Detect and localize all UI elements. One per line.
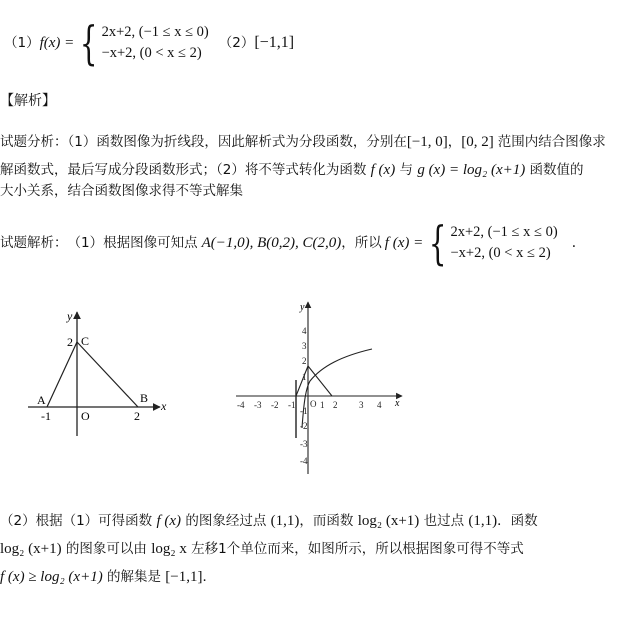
analysis-text5: 函数值的 — [529, 162, 584, 178]
y-tick-neg1: -1 — [300, 406, 308, 416]
graph-fx-vs-log — [232, 296, 412, 476]
part2-inequality: f (x) ≥ log₂ (x+1) — [0, 569, 103, 585]
analysis-gx: g (x) = log₂ (x+1) — [417, 162, 526, 178]
part2-logx: log₂ x — [151, 541, 187, 557]
label-o: O — [81, 409, 90, 423]
solution-fx: f (x) = — [384, 235, 424, 251]
answer-part2-label: （2） — [218, 35, 255, 51]
part2-text2: 的图象经过点 — [185, 513, 267, 529]
brace-icon: { — [80, 16, 98, 70]
label-c: C — [81, 334, 90, 348]
part2-line1 — [0, 512, 538, 530]
analysis-fx: f (x) — [370, 162, 396, 178]
part2-line2 — [0, 540, 524, 558]
part2-log1: log₂ (x+1) — [357, 513, 420, 529]
x-axis-label: x — [395, 398, 400, 409]
analysis-line1 — [0, 133, 606, 151]
x-tick-3: 3 — [359, 400, 364, 410]
x-tick-neg2: -2 — [271, 400, 279, 410]
x-tick-neg1: -1 — [288, 400, 296, 410]
x-tick-neg4: -4 — [237, 400, 245, 410]
label-a: A — [37, 393, 46, 407]
x-tick-4: 4 — [377, 400, 382, 410]
y-axis-label: y — [67, 309, 73, 323]
analysis-line2 — [0, 161, 584, 179]
solution-case2: −x+2, (0 < x ≤ 2) — [450, 245, 551, 261]
solution-text1: （1）根据图像可知点 — [67, 235, 198, 251]
analysis-interval2: [0, 2] — [461, 134, 494, 150]
segment-cb — [77, 342, 138, 407]
answer-interval: [−1,1] — [254, 34, 295, 51]
part2-text1: （2）根据（1）可得函数 — [0, 513, 153, 529]
segment-ac — [47, 342, 77, 407]
x-axis-label: x — [161, 399, 167, 413]
y-axis-label: y — [300, 302, 305, 313]
answer-fx: f(x) = — [39, 35, 75, 51]
part2-point2: (1,1) — [468, 513, 498, 529]
part2-answer: [−1,1] — [165, 569, 203, 585]
y-tick-neg3: -3 — [300, 439, 308, 449]
solution-points: A(−1,0), B(0,2), C(2,0) — [201, 235, 342, 251]
analysis-label: 试题分析： — [0, 134, 68, 150]
part2-text3: ，而函数 — [299, 513, 354, 529]
part2-text6: 的图象可以由 — [65, 541, 147, 557]
analysis-interval1: [−1, 0] — [406, 134, 448, 150]
part2-line3 — [0, 568, 216, 586]
solution-label: 试题解析： — [0, 235, 68, 251]
axes — [236, 302, 402, 474]
answer-case2: −x+2, (0 < x ≤ 2) — [101, 45, 202, 61]
part2-text7: 左移1个单位而来，如图所示，所以根据图象可得不等式 — [191, 541, 524, 557]
x-tick-2: 2 — [333, 400, 338, 410]
analysis-text2: 范围内结合图像求 — [497, 134, 606, 150]
tick-neg1: -1 — [41, 409, 51, 423]
graph-fx-triangle — [28, 306, 208, 436]
answer-case1: 2x+2, (−1 ≤ x ≤ 0) — [101, 24, 209, 40]
label-b: B — [140, 391, 149, 405]
answer-piecewise — [74, 16, 209, 70]
analysis-line3: 大小关系，结合函数图像求得不等式解集 — [0, 183, 243, 199]
x-tick-1: 1 — [320, 400, 325, 410]
solution-case1: 2x+2, (−1 ≤ x ≤ 0) — [450, 224, 558, 240]
analysis-text3: 解函数式，最后写成分段函数形式；（2）将不等式转化为函数 — [0, 162, 367, 178]
part2-fx: f (x) — [156, 513, 182, 529]
y-tick-2: 2 — [302, 356, 307, 366]
y-tick-4: 4 — [302, 326, 307, 336]
answer-line — [4, 16, 295, 70]
x-tick-neg3: -3 — [254, 400, 262, 410]
part2-text8: 的解集是 — [107, 569, 161, 585]
answer-part1-label: （1） — [4, 35, 40, 51]
solution-line — [0, 216, 576, 270]
origin-label: O — [310, 399, 317, 409]
part2-text4: 也过点 — [423, 513, 465, 529]
part2-log2: log₂ (x+1) — [0, 541, 62, 557]
y-tick-1: 1 — [302, 372, 307, 382]
y-tick-neg4: -4 — [300, 456, 308, 466]
part2-end: ． — [202, 569, 216, 585]
tick-x2: 2 — [134, 409, 140, 423]
brace-icon: { — [429, 216, 447, 270]
tick-y2: 2 — [67, 335, 73, 349]
y-tick-3: 3 — [302, 341, 307, 351]
analysis-header: 【解析】 — [0, 93, 56, 109]
analysis-comma: ， — [447, 134, 462, 150]
solution-text2: ，所以 — [341, 235, 382, 251]
log2-curve — [302, 349, 372, 428]
solution-end: . — [571, 235, 576, 251]
y-tick-neg2: -2 — [300, 421, 308, 431]
solution-piecewise — [423, 216, 558, 270]
analysis-text1: （1）函数图像为折线段，因此解析式为分段函数，分别在 — [67, 134, 407, 150]
part2-point1: (1,1) — [270, 513, 300, 529]
part2-text5: ．函数 — [497, 513, 538, 529]
analysis-text4: 与 — [399, 162, 414, 178]
